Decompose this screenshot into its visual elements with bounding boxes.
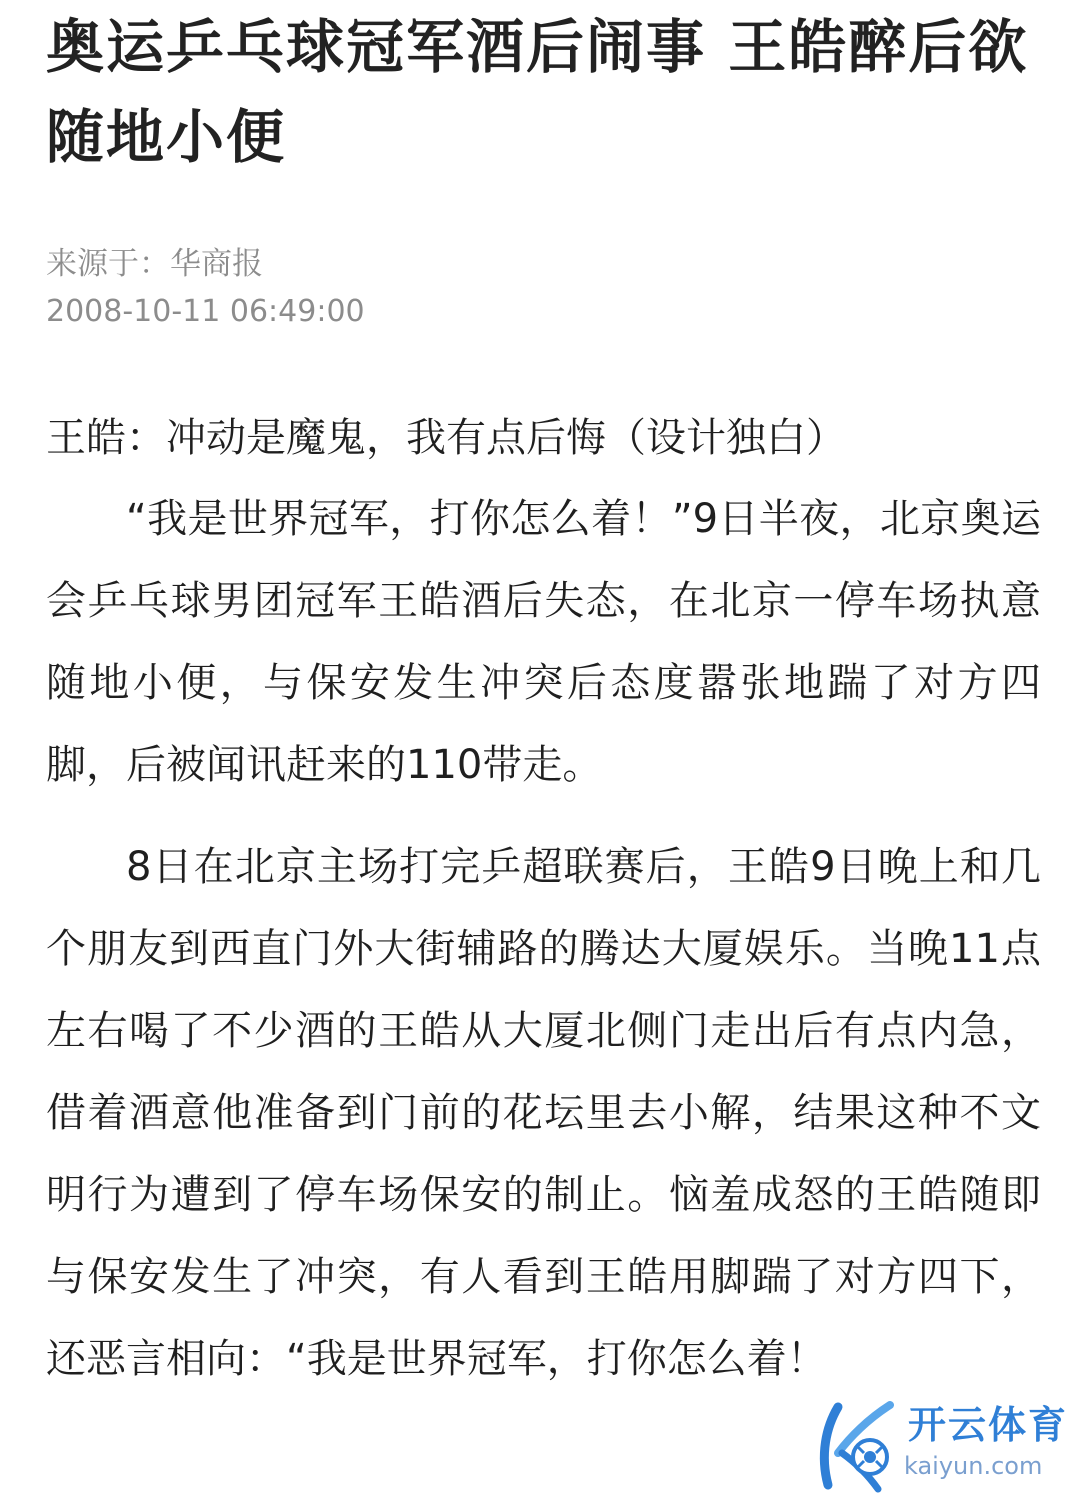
watermark xyxy=(808,1393,1070,1493)
article-body xyxy=(46,478,1041,1400)
article xyxy=(46,0,1041,1400)
article-paragraph: 8日在北京主场打完乒超联赛后，王皓9日晚上和几个朋友到西直门外大街辅路的腾达大厦娱乐。当晚11点左右喝了不少酒的王皓从大厦北侧门走出后有点内急，借着酒意他准备到门前的花坛里去小解，结果这种不文明行为遭到了停车场保安的制止。恼羞成怒的王皓随即与保安发生了冲突，有人看到王皓用脚踹了对方四下，还恶言相向：“我是世界冠军，打你怎么着！ xyxy=(46,844,1041,1382)
kaiyun-logo-icon xyxy=(808,1397,908,1493)
article-paragraph: “我是世界冠军，打你怎么着！”9日半夜，北京奥运会乒乓球男团冠军王皓酒后失态，在北京一停车场执意随地小便，与保安发生冲突后态度嚣张地踹了对方四脚，后被闻讯赶来的110带走。 xyxy=(46,496,1041,788)
article-subhead: 王皓：冲动是魔鬼，我有点后悔（设计独白） xyxy=(46,415,846,461)
article-title: 奥运乒乓球冠军酒后闹事 王皓醉后欲随地小便 xyxy=(46,13,1029,171)
article-meta xyxy=(46,240,1041,336)
watermark-domain: kaiyun.com xyxy=(904,1452,1043,1480)
article-source: 来源于：华商报 xyxy=(46,246,263,282)
watermark-brand: 开云体育 xyxy=(908,1403,1069,1447)
article-datetime: 2008-10-11 06:49:00 xyxy=(46,294,365,329)
